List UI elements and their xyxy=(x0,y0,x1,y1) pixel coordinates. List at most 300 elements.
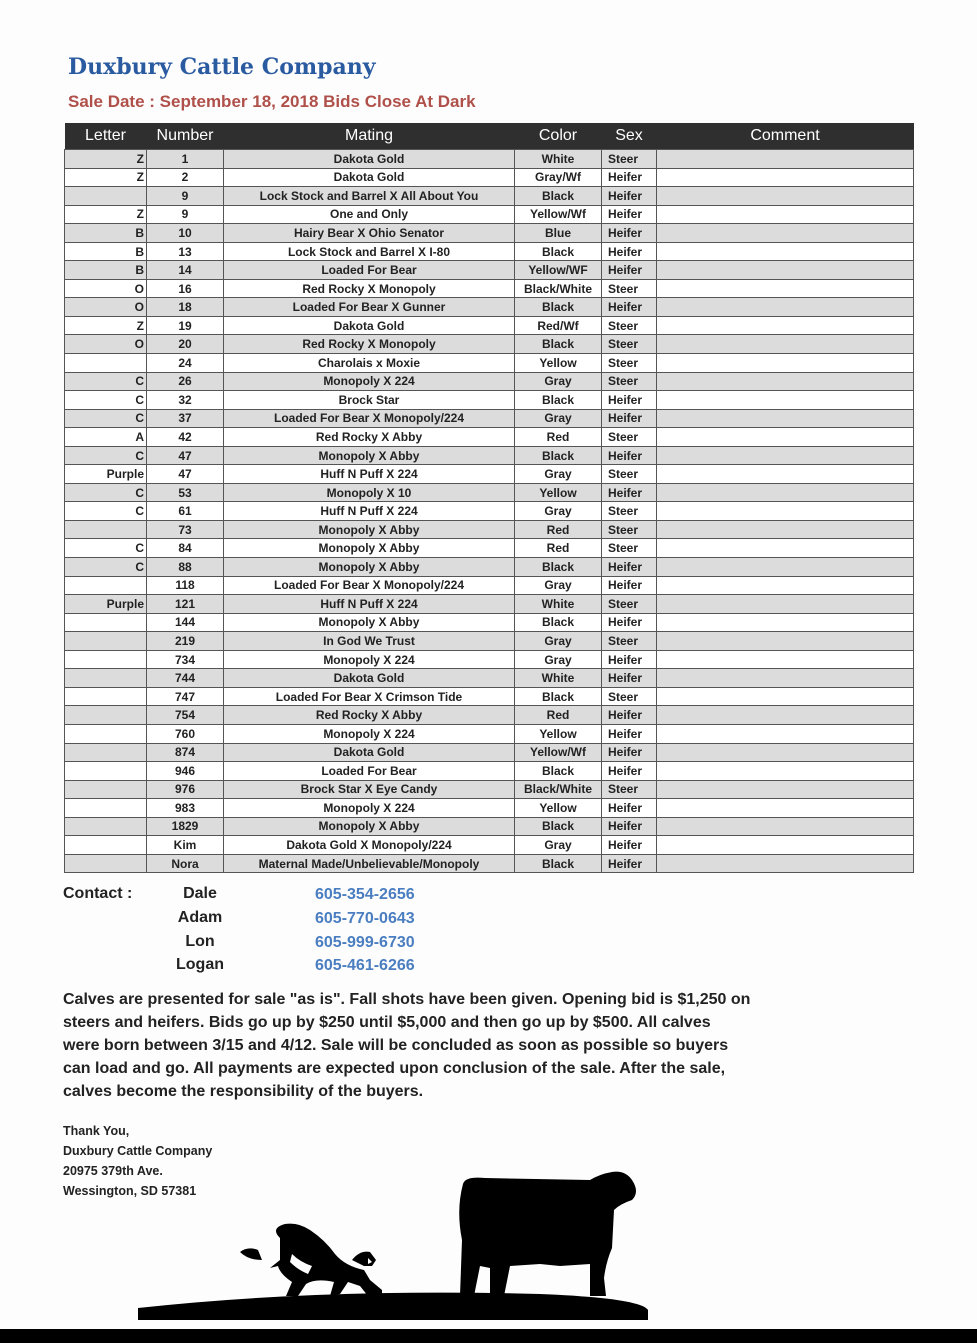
number-cell: 73 xyxy=(147,520,224,539)
sex-cell: Heifer xyxy=(602,224,657,243)
dog-and-calf-silhouette-icon xyxy=(120,1170,650,1322)
color-cell: Black xyxy=(515,242,602,261)
table-row xyxy=(65,391,914,410)
color-cell: Red/Wf xyxy=(515,316,602,335)
sex-cell: Steer xyxy=(602,502,657,521)
comment-cell[interactable] xyxy=(657,669,914,688)
sex-cell: Heifer xyxy=(602,483,657,502)
number-cell: 20 xyxy=(147,335,224,354)
letter-cell: C xyxy=(65,558,147,577)
table-row xyxy=(65,502,914,521)
letter-cell xyxy=(65,650,147,669)
comment-cell[interactable] xyxy=(657,316,914,335)
table-row xyxy=(65,446,914,465)
color-cell: Black/White xyxy=(515,279,602,298)
mating-cell: Red Rocky X Abby xyxy=(224,428,515,447)
mating-cell: Loaded For Bear xyxy=(224,762,515,781)
sex-cell: Steer xyxy=(602,335,657,354)
number-cell: 983 xyxy=(147,799,224,818)
mating-cell: Monopoly X 224 xyxy=(224,650,515,669)
comment-cell[interactable] xyxy=(657,372,914,391)
table-row xyxy=(65,650,914,669)
mating-cell: Charolais x Moxie xyxy=(224,354,515,373)
contact-name: Logan xyxy=(176,956,224,973)
mating-cell: Dakota Gold X Monopoly/224 xyxy=(224,836,515,855)
comment-cell[interactable] xyxy=(657,632,914,651)
table-row xyxy=(65,483,914,502)
number-cell: 744 xyxy=(147,669,224,688)
color-cell: Black xyxy=(515,817,602,836)
table-row xyxy=(65,205,914,224)
table-row xyxy=(65,706,914,725)
table-row xyxy=(65,558,914,577)
sex-cell: Steer xyxy=(602,150,657,169)
color-cell: Yellow xyxy=(515,724,602,743)
table-row xyxy=(65,576,914,595)
letter-cell: C xyxy=(65,372,147,391)
sex-cell: Steer xyxy=(602,354,657,373)
mating-cell: Dakota Gold xyxy=(224,168,515,187)
number-cell: 946 xyxy=(147,762,224,781)
comment-cell[interactable] xyxy=(657,558,914,577)
letter-cell: C xyxy=(65,409,147,428)
letter-cell: C xyxy=(65,539,147,558)
number-cell: 10 xyxy=(147,224,224,243)
number-cell: 18 xyxy=(147,298,224,317)
number-cell: 16 xyxy=(147,279,224,298)
comment-cell[interactable] xyxy=(657,205,914,224)
mating-cell: Brock Star X Eye Candy xyxy=(224,780,515,799)
number-cell: 734 xyxy=(147,650,224,669)
comment-cell[interactable] xyxy=(657,242,914,261)
color-cell: Black xyxy=(515,854,602,873)
comment-cell[interactable] xyxy=(657,706,914,725)
sex-cell: Steer xyxy=(602,632,657,651)
table-row xyxy=(65,168,914,187)
number-cell: Nora xyxy=(147,854,224,873)
sex-cell: Steer xyxy=(602,428,657,447)
comment-cell[interactable] xyxy=(657,465,914,484)
color-cell: White xyxy=(515,595,602,614)
number-cell: 760 xyxy=(147,724,224,743)
color-cell: Black xyxy=(515,613,602,632)
color-cell: Gray xyxy=(515,576,602,595)
table-row xyxy=(65,539,914,558)
letter-cell: Z xyxy=(65,168,147,187)
sex-cell: Heifer xyxy=(602,205,657,224)
number-cell: 9 xyxy=(147,205,224,224)
number-cell: 747 xyxy=(147,687,224,706)
mating-cell: Monopoly X Abby xyxy=(224,613,515,632)
number-cell: 1829 xyxy=(147,817,224,836)
table-row xyxy=(65,465,914,484)
contact-phone[interactable]: 605-461-6266 xyxy=(315,957,415,974)
sex-cell: Steer xyxy=(602,687,657,706)
mating-cell: Brock Star xyxy=(224,391,515,410)
comment-cell[interactable] xyxy=(657,743,914,762)
comment-cell[interactable] xyxy=(657,483,914,502)
header-letter: Letter xyxy=(65,123,147,150)
mating-cell: Monopoly X Abby xyxy=(224,446,515,465)
comment-cell[interactable] xyxy=(657,595,914,614)
comment-cell[interactable] xyxy=(657,687,914,706)
letter-cell: C xyxy=(65,446,147,465)
header-mating: Mating xyxy=(224,123,515,150)
sex-cell: Heifer xyxy=(602,446,657,465)
sale-date-line: Sale Date : September 18, 2018 Bids Close At Dark xyxy=(68,92,476,111)
letter-cell xyxy=(65,799,147,818)
number-cell: 874 xyxy=(147,743,224,762)
number-cell: 144 xyxy=(147,613,224,632)
sex-cell: Heifer xyxy=(602,799,657,818)
sex-cell: Steer xyxy=(602,595,657,614)
sex-cell: Heifer xyxy=(602,854,657,873)
number-cell: 754 xyxy=(147,706,224,725)
letter-cell xyxy=(65,520,147,539)
letter-cell: B xyxy=(65,242,147,261)
number-cell: Kim xyxy=(147,836,224,855)
comment-cell[interactable] xyxy=(657,502,914,521)
color-cell: Black xyxy=(515,446,602,465)
letter-cell: B xyxy=(65,224,147,243)
mating-cell: Huff N Puff X 224 xyxy=(224,465,515,484)
comment-cell[interactable] xyxy=(657,261,914,280)
sex-cell: Heifer xyxy=(602,242,657,261)
letter-cell xyxy=(65,817,147,836)
mating-cell: Red Rocky X Monopoly xyxy=(224,335,515,354)
sex-cell: Heifer xyxy=(602,298,657,317)
letter-cell xyxy=(65,854,147,873)
color-cell: Yellow/WF xyxy=(515,261,602,280)
mating-cell: Monopoly X 10 xyxy=(224,483,515,502)
letter-cell: Z xyxy=(65,316,147,335)
notice-line: steers and heifers. Bids go up by $250 until $5,000 and then go up by $500. All calves xyxy=(63,1014,711,1031)
mating-cell: Huff N Puff X 224 xyxy=(224,502,515,521)
signature-line: Thank You, xyxy=(63,1124,130,1138)
contact-name: Lon xyxy=(185,933,215,950)
header-sex: Sex xyxy=(602,123,657,150)
comment-cell[interactable] xyxy=(657,187,914,206)
letter-cell: C xyxy=(65,502,147,521)
sex-cell: Heifer xyxy=(602,187,657,206)
notice-line: calves become the responsibility of the buyers. xyxy=(63,1083,424,1100)
contact-label: Contact : xyxy=(63,885,133,902)
sex-cell: Heifer xyxy=(602,836,657,855)
color-cell: Red xyxy=(515,706,602,725)
comment-cell[interactable] xyxy=(657,391,914,410)
sex-cell: Steer xyxy=(602,372,657,391)
sex-cell: Heifer xyxy=(602,409,657,428)
mating-cell: Red Rocky X Abby xyxy=(224,706,515,725)
color-cell: Black xyxy=(515,687,602,706)
color-cell: Gray xyxy=(515,632,602,651)
comment-cell[interactable] xyxy=(657,854,914,873)
table-row xyxy=(65,298,914,317)
letter-cell xyxy=(65,613,147,632)
mating-cell: Dakota Gold xyxy=(224,316,515,335)
table-row xyxy=(65,354,914,373)
sex-cell: Heifer xyxy=(602,669,657,688)
comment-cell[interactable] xyxy=(657,150,914,169)
sex-cell: Steer xyxy=(602,279,657,298)
number-cell: 32 xyxy=(147,391,224,410)
comment-cell[interactable] xyxy=(657,298,914,317)
letter-cell: C xyxy=(65,391,147,410)
mating-cell: Maternal Made/Unbelievable/Monopoly xyxy=(224,854,515,873)
table-row xyxy=(65,780,914,799)
sale-terms-paragraph xyxy=(63,988,753,1103)
company-title: Duxbury Cattle Company xyxy=(68,54,376,80)
number-cell: 19 xyxy=(147,316,224,335)
mating-cell: Loaded For Bear X Monopoly/224 xyxy=(224,409,515,428)
contact-phone[interactable]: 605-354-2656 xyxy=(315,886,415,903)
color-cell: Blue xyxy=(515,224,602,243)
color-cell: Black xyxy=(515,335,602,354)
table-row xyxy=(65,316,914,335)
table-row xyxy=(65,335,914,354)
table-row xyxy=(65,817,914,836)
letter-cell xyxy=(65,187,147,206)
color-cell: Black xyxy=(515,187,602,206)
sex-cell: Steer xyxy=(602,520,657,539)
letter-cell xyxy=(65,687,147,706)
table-row xyxy=(65,261,914,280)
sex-cell: Heifer xyxy=(602,391,657,410)
header-number: Number xyxy=(147,123,224,150)
letter-cell xyxy=(65,706,147,725)
letter-cell: Purple xyxy=(65,595,147,614)
letter-cell xyxy=(65,354,147,373)
number-cell: 24 xyxy=(147,354,224,373)
comment-cell[interactable] xyxy=(657,428,914,447)
letter-cell xyxy=(65,669,147,688)
number-cell: 1 xyxy=(147,150,224,169)
comment-cell[interactable] xyxy=(657,836,914,855)
contact-phone[interactable]: 605-999-6730 xyxy=(315,934,415,951)
comment-cell[interactable] xyxy=(657,613,914,632)
letter-cell: O xyxy=(65,279,147,298)
color-cell: Gray xyxy=(515,372,602,391)
cattle-table xyxy=(64,123,914,873)
sex-cell: Heifer xyxy=(602,168,657,187)
color-cell: Yellow xyxy=(515,354,602,373)
mating-cell: Monopoly X Abby xyxy=(224,558,515,577)
table-row xyxy=(65,187,914,206)
scan-edge-bar xyxy=(0,1329,977,1343)
signature-line: 20975 379th Ave. xyxy=(63,1164,163,1178)
table-row xyxy=(65,279,914,298)
color-cell: Gray xyxy=(515,409,602,428)
mating-cell: Loaded For Bear X Monopoly/224 xyxy=(224,576,515,595)
color-cell: Gray xyxy=(515,502,602,521)
comment-cell[interactable] xyxy=(657,780,914,799)
table-row xyxy=(65,520,914,539)
header-color: Color xyxy=(515,123,602,150)
table-row xyxy=(65,724,914,743)
color-cell: Black xyxy=(515,298,602,317)
color-cell: Gray/Wf xyxy=(515,168,602,187)
comment-cell[interactable] xyxy=(657,650,914,669)
letter-cell xyxy=(65,743,147,762)
sex-cell: Heifer xyxy=(602,261,657,280)
number-cell: 53 xyxy=(147,483,224,502)
letter-cell: O xyxy=(65,335,147,354)
mating-cell: One and Only xyxy=(224,205,515,224)
table-row xyxy=(65,595,914,614)
sex-cell: Heifer xyxy=(602,706,657,725)
comment-cell[interactable] xyxy=(657,724,914,743)
sex-cell: Heifer xyxy=(602,558,657,577)
number-cell: 84 xyxy=(147,539,224,558)
color-cell: Red xyxy=(515,520,602,539)
comment-cell[interactable] xyxy=(657,799,914,818)
sex-cell: Heifer xyxy=(602,762,657,781)
color-cell: Black xyxy=(515,391,602,410)
comment-cell[interactable] xyxy=(657,354,914,373)
mating-cell: Monopoly X 224 xyxy=(224,372,515,391)
color-cell: Yellow/Wf xyxy=(515,743,602,762)
table-row xyxy=(65,669,914,688)
color-cell: Black xyxy=(515,558,602,577)
mating-cell: Lock Stock and Barrel X All About You xyxy=(224,187,515,206)
table-row xyxy=(65,854,914,873)
letter-cell xyxy=(65,762,147,781)
color-cell: Gray xyxy=(515,650,602,669)
sex-cell: Steer xyxy=(602,539,657,558)
letter-cell xyxy=(65,632,147,651)
comment-cell[interactable] xyxy=(657,576,914,595)
mating-cell: Loaded For Bear xyxy=(224,261,515,280)
mating-cell: Dakota Gold xyxy=(224,669,515,688)
notice-line: were born between 3/15 and 4/12. Sale will be concluded as soon as possible so buyers xyxy=(63,1037,729,1054)
number-cell: 47 xyxy=(147,465,224,484)
number-cell: 121 xyxy=(147,595,224,614)
letter-cell xyxy=(65,836,147,855)
table-row xyxy=(65,799,914,818)
comment-cell[interactable] xyxy=(657,168,914,187)
table-row xyxy=(65,224,914,243)
number-cell: 14 xyxy=(147,261,224,280)
table-row xyxy=(65,150,914,169)
color-cell: Black/White xyxy=(515,780,602,799)
sex-cell: Heifer xyxy=(602,743,657,762)
letter-cell xyxy=(65,724,147,743)
color-cell: Yellow xyxy=(515,483,602,502)
table-row xyxy=(65,613,914,632)
color-cell: Yellow xyxy=(515,799,602,818)
mating-cell: Dakota Gold xyxy=(224,743,515,762)
letter-cell xyxy=(65,576,147,595)
number-cell: 9 xyxy=(147,187,224,206)
contact-name: Adam xyxy=(177,909,223,926)
mating-cell: Monopoly X 224 xyxy=(224,799,515,818)
color-cell: Yellow/Wf xyxy=(515,205,602,224)
number-cell: 219 xyxy=(147,632,224,651)
number-cell: 37 xyxy=(147,409,224,428)
color-cell: Red xyxy=(515,428,602,447)
number-cell: 47 xyxy=(147,446,224,465)
mating-cell: Huff N Puff X 224 xyxy=(224,595,515,614)
comment-cell[interactable] xyxy=(657,409,914,428)
comment-cell[interactable] xyxy=(657,762,914,781)
header-comment: Comment xyxy=(657,123,914,150)
sex-cell: Heifer xyxy=(602,650,657,669)
comment-cell[interactable] xyxy=(657,224,914,243)
mating-cell: Monopoly X Abby xyxy=(224,539,515,558)
mating-cell: Lock Stock and Barrel X I-80 xyxy=(224,242,515,261)
letter-cell: C xyxy=(65,483,147,502)
mating-cell: In God We Trust xyxy=(224,632,515,651)
number-cell: 61 xyxy=(147,502,224,521)
color-cell: Gray xyxy=(515,465,602,484)
comment-cell[interactable] xyxy=(657,817,914,836)
sex-cell: Steer xyxy=(602,780,657,799)
signature-line: Wessington, SD 57381 xyxy=(63,1184,197,1198)
sex-cell: Heifer xyxy=(602,613,657,632)
number-cell: 88 xyxy=(147,558,224,577)
sex-cell: Steer xyxy=(602,316,657,335)
mating-cell: Loaded For Bear X Crimson Tide xyxy=(224,687,515,706)
letter-cell xyxy=(65,780,147,799)
color-cell: Red xyxy=(515,539,602,558)
table-row xyxy=(65,762,914,781)
mating-cell: Red Rocky X Monopoly xyxy=(224,279,515,298)
comment-cell[interactable] xyxy=(657,279,914,298)
sex-cell: Heifer xyxy=(602,724,657,743)
table-row xyxy=(65,242,914,261)
sex-cell: Heifer xyxy=(602,817,657,836)
mating-cell: Monopoly X Abby xyxy=(224,817,515,836)
letter-cell: A xyxy=(65,428,147,447)
table-row xyxy=(65,372,914,391)
letter-cell: O xyxy=(65,298,147,317)
table-header xyxy=(65,123,914,150)
comment-cell[interactable] xyxy=(657,520,914,539)
letter-cell: Z xyxy=(65,205,147,224)
table-row xyxy=(65,428,914,447)
contact-phone[interactable]: 605-770-0643 xyxy=(315,910,415,927)
table-row xyxy=(65,743,914,762)
color-cell: Gray xyxy=(515,836,602,855)
comment-cell[interactable] xyxy=(657,539,914,558)
comment-cell[interactable] xyxy=(657,446,914,465)
sex-cell: Steer xyxy=(602,465,657,484)
table-row xyxy=(65,632,914,651)
mating-cell: Monopoly X Abby xyxy=(224,520,515,539)
color-cell: White xyxy=(515,669,602,688)
letter-cell: B xyxy=(65,261,147,280)
letter-cell: Purple xyxy=(65,465,147,484)
mating-cell: Loaded For Bear X Gunner xyxy=(224,298,515,317)
color-cell: White xyxy=(515,150,602,169)
mating-cell: Hairy Bear X Ohio Senator xyxy=(224,224,515,243)
color-cell: Black xyxy=(515,762,602,781)
mating-cell: Dakota Gold xyxy=(224,150,515,169)
table-row xyxy=(65,409,914,428)
mating-cell: Monopoly X 224 xyxy=(224,724,515,743)
sex-cell: Heifer xyxy=(602,576,657,595)
number-cell: 42 xyxy=(147,428,224,447)
letter-cell: Z xyxy=(65,150,147,169)
number-cell: 26 xyxy=(147,372,224,391)
notice-line: can load and go. All payments are expected upon conclusion of the sale. After the sale, xyxy=(63,1060,726,1077)
number-cell: 118 xyxy=(147,576,224,595)
table-row xyxy=(65,687,914,706)
number-cell: 2 xyxy=(147,168,224,187)
comment-cell[interactable] xyxy=(657,335,914,354)
number-cell: 13 xyxy=(147,242,224,261)
table-row xyxy=(65,836,914,855)
